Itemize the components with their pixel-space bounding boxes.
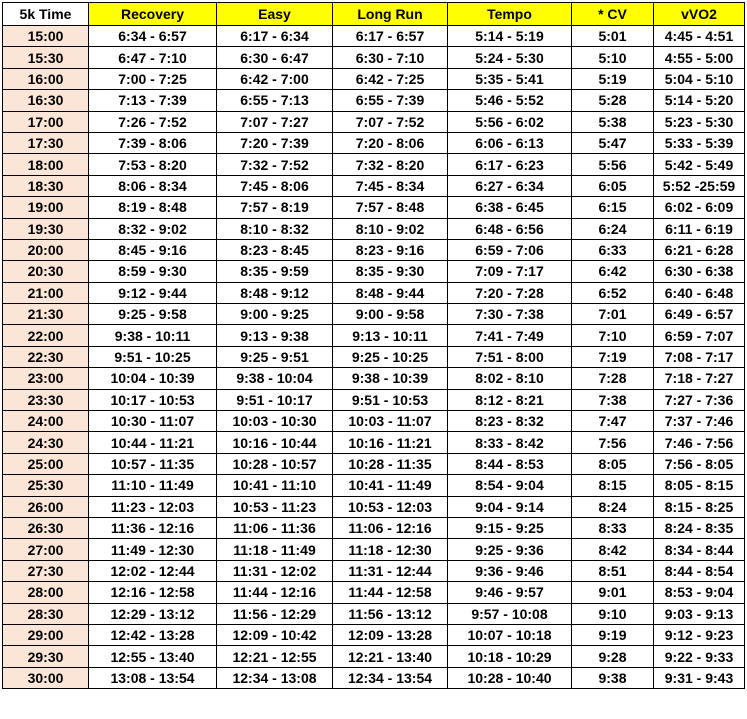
- cell-recovery: 8:19 - 8:48: [89, 197, 217, 218]
- cell-recovery: 11:10 - 11:49: [89, 475, 217, 496]
- cell-long-run: 9:25 - 10:25: [333, 346, 448, 367]
- cell-cv: 8:51: [572, 560, 654, 581]
- cell-long-run: 6:42 - 7:25: [333, 68, 448, 89]
- cell-easy: 10:16 - 10:44: [217, 432, 333, 453]
- cell-long-run: 9:51 - 10:53: [333, 389, 448, 410]
- cell-long-run: 10:03 - 11:07: [333, 411, 448, 432]
- cell-5k-time: 28:30: [3, 603, 89, 624]
- table-row: [3, 325, 745, 346]
- cell-vvo2: 4:45 - 4:51: [654, 26, 745, 47]
- cell-cv: 6:33: [572, 239, 654, 260]
- table-row: [3, 239, 745, 260]
- cell-easy: 8:35 - 9:59: [217, 261, 333, 282]
- table-row: [3, 368, 745, 389]
- cell-easy: 11:18 - 11:49: [217, 539, 333, 560]
- table-row: [3, 282, 745, 303]
- cell-5k-time: 15:00: [3, 26, 89, 47]
- cell-5k-time: 20:30: [3, 261, 89, 282]
- cell-tempo: 5:24 - 5:30: [448, 47, 572, 68]
- cell-long-run: 12:09 - 13:28: [333, 624, 448, 645]
- cell-cv: 8:05: [572, 453, 654, 474]
- cell-long-run: 7:45 - 8:34: [333, 175, 448, 196]
- cell-tempo: 9:36 - 9:46: [448, 560, 572, 581]
- cell-tempo: 9:57 - 10:08: [448, 603, 572, 624]
- cell-tempo: 6:48 - 6:56: [448, 218, 572, 239]
- cell-5k-time: 16:30: [3, 90, 89, 111]
- cell-easy: 8:23 - 8:45: [217, 239, 333, 260]
- cell-5k-time: 15:30: [3, 47, 89, 68]
- cell-easy: 7:20 - 7:39: [217, 132, 333, 153]
- cell-tempo: 8:44 - 8:53: [448, 453, 572, 474]
- cell-cv: 6:24: [572, 218, 654, 239]
- cell-recovery: 9:51 - 10:25: [89, 346, 217, 367]
- table-row: [3, 624, 745, 645]
- cell-easy: 10:28 - 10:57: [217, 453, 333, 474]
- cell-long-run: 12:34 - 13:54: [333, 667, 448, 688]
- cell-vvo2: 8:34 - 8:44: [654, 539, 745, 560]
- cell-long-run: 8:23 - 9:16: [333, 239, 448, 260]
- cell-long-run: 10:41 - 11:49: [333, 475, 448, 496]
- cell-cv: 9:10: [572, 603, 654, 624]
- cell-cv: 9:01: [572, 582, 654, 603]
- header-recovery: Recovery: [89, 3, 217, 26]
- cell-recovery: 13:08 - 13:54: [89, 667, 217, 688]
- table-row: [3, 517, 745, 538]
- header-tempo: Tempo: [448, 3, 572, 26]
- cell-5k-time: 25:00: [3, 453, 89, 474]
- cell-long-run: 7:57 - 8:48: [333, 197, 448, 218]
- cell-easy: 11:31 - 12:02: [217, 560, 333, 581]
- cell-vvo2: 8:15 - 8:25: [654, 496, 745, 517]
- table-row: [3, 496, 745, 517]
- cell-cv: 8:15: [572, 475, 654, 496]
- cell-easy: 6:30 - 6:47: [217, 47, 333, 68]
- cell-easy: 12:34 - 13:08: [217, 667, 333, 688]
- table-row: [3, 582, 745, 603]
- cell-cv: 9:38: [572, 667, 654, 688]
- cell-vvo2: 6:11 - 6:19: [654, 218, 745, 239]
- cell-easy: 10:03 - 10:30: [217, 411, 333, 432]
- cell-easy: 11:56 - 12:29: [217, 603, 333, 624]
- cell-tempo: 6:06 - 6:13: [448, 132, 572, 153]
- cell-recovery: 10:44 - 11:21: [89, 432, 217, 453]
- cell-easy: 9:13 - 9:38: [217, 325, 333, 346]
- cell-vvo2: 7:37 - 7:46: [654, 411, 745, 432]
- cell-vvo2: 6:30 - 6:38: [654, 261, 745, 282]
- cell-5k-time: 18:00: [3, 154, 89, 175]
- table-row: [3, 132, 745, 153]
- cell-long-run: 9:38 - 10:39: [333, 368, 448, 389]
- cell-recovery: 11:36 - 12:16: [89, 517, 217, 538]
- table-row: [3, 261, 745, 282]
- cell-recovery: 9:38 - 10:11: [89, 325, 217, 346]
- cell-cv: 7:28: [572, 368, 654, 389]
- cell-recovery: 8:06 - 8:34: [89, 175, 217, 196]
- cell-easy: 12:09 - 10:42: [217, 624, 333, 645]
- table-row: [3, 646, 745, 667]
- cell-long-run: 6:30 - 7:10: [333, 47, 448, 68]
- cell-5k-time: 30:00: [3, 667, 89, 688]
- table-row: [3, 218, 745, 239]
- cell-vvo2: 9:03 - 9:13: [654, 603, 745, 624]
- cell-cv: 8:24: [572, 496, 654, 517]
- table-row: [3, 26, 745, 47]
- cell-5k-time: 22:30: [3, 346, 89, 367]
- table-row: [3, 90, 745, 111]
- cell-vvo2: 7:56 - 8:05: [654, 453, 745, 474]
- cell-5k-time: 17:00: [3, 111, 89, 132]
- cell-vvo2: 6:40 - 6:48: [654, 282, 745, 303]
- pace-chart-table: [2, 2, 745, 689]
- cell-long-run: 11:06 - 12:16: [333, 517, 448, 538]
- cell-tempo: 8:54 - 9:04: [448, 475, 572, 496]
- cell-vvo2: 9:22 - 9:33: [654, 646, 745, 667]
- header-easy: Easy: [217, 3, 333, 26]
- cell-recovery: 12:42 - 13:28: [89, 624, 217, 645]
- cell-long-run: 6:55 - 7:39: [333, 90, 448, 111]
- cell-cv: 8:33: [572, 517, 654, 538]
- cell-easy: 11:44 - 12:16: [217, 582, 333, 603]
- cell-cv: 5:19: [572, 68, 654, 89]
- cell-easy: 8:10 - 8:32: [217, 218, 333, 239]
- table-row: [3, 560, 745, 581]
- cell-vvo2: 5:14 - 5:20: [654, 90, 745, 111]
- cell-tempo: 9:04 - 9:14: [448, 496, 572, 517]
- cell-long-run: 7:32 - 8:20: [333, 154, 448, 175]
- cell-cv: 6:15: [572, 197, 654, 218]
- cell-easy: 9:38 - 10:04: [217, 368, 333, 389]
- cell-cv: 6:05: [572, 175, 654, 196]
- cell-vvo2: 5:04 - 5:10: [654, 68, 745, 89]
- cell-5k-time: 23:30: [3, 389, 89, 410]
- cell-5k-time: 22:00: [3, 325, 89, 346]
- cell-5k-time: 21:00: [3, 282, 89, 303]
- cell-5k-time: 29:30: [3, 646, 89, 667]
- cell-cv: 5:28: [572, 90, 654, 111]
- table-row: [3, 304, 745, 325]
- header-vvo2: vVO2: [654, 3, 745, 26]
- cell-5k-time: 24:00: [3, 411, 89, 432]
- cell-recovery: 12:02 - 12:44: [89, 560, 217, 581]
- cell-easy: 6:42 - 7:00: [217, 68, 333, 89]
- cell-tempo: 6:27 - 6:34: [448, 175, 572, 196]
- cell-vvo2: 6:02 - 6:09: [654, 197, 745, 218]
- cell-vvo2: 7:27 - 7:36: [654, 389, 745, 410]
- cell-long-run: 11:31 - 12:44: [333, 560, 448, 581]
- cell-vvo2: 6:21 - 6:28: [654, 239, 745, 260]
- header-long-run: Long Run: [333, 3, 448, 26]
- cell-tempo: 6:38 - 6:45: [448, 197, 572, 218]
- cell-easy: 11:06 - 11:36: [217, 517, 333, 538]
- cell-tempo: 10:07 - 10:18: [448, 624, 572, 645]
- cell-long-run: 12:21 - 13:40: [333, 646, 448, 667]
- cell-tempo: 10:18 - 10:29: [448, 646, 572, 667]
- cell-tempo: 5:46 - 5:52: [448, 90, 572, 111]
- cell-vvo2: 8:05 - 8:15: [654, 475, 745, 496]
- cell-tempo: 9:46 - 9:57: [448, 582, 572, 603]
- cell-recovery: 7:39 - 8:06: [89, 132, 217, 153]
- cell-easy: 7:45 - 8:06: [217, 175, 333, 196]
- cell-recovery: 6:34 - 6:57: [89, 26, 217, 47]
- cell-cv: 5:01: [572, 26, 654, 47]
- cell-recovery: 11:23 - 12:03: [89, 496, 217, 517]
- cell-recovery: 10:30 - 11:07: [89, 411, 217, 432]
- cell-cv: 7:10: [572, 325, 654, 346]
- cell-cv: 7:38: [572, 389, 654, 410]
- cell-easy: 9:51 - 10:17: [217, 389, 333, 410]
- cell-cv: 7:47: [572, 411, 654, 432]
- cell-long-run: 8:48 - 9:44: [333, 282, 448, 303]
- cell-long-run: 9:13 - 10:11: [333, 325, 448, 346]
- cell-tempo: 6:17 - 6:23: [448, 154, 572, 175]
- header-row: [3, 3, 745, 26]
- cell-5k-time: 19:30: [3, 218, 89, 239]
- cell-cv: 6:42: [572, 261, 654, 282]
- cell-cv: 9:19: [572, 624, 654, 645]
- cell-vvo2: 5:33 - 5:39: [654, 132, 745, 153]
- cell-cv: 8:42: [572, 539, 654, 560]
- table-row: [3, 603, 745, 624]
- table-row: [3, 453, 745, 474]
- header-5k-time: 5k Time: [3, 3, 89, 26]
- cell-recovery: 7:00 - 7:25: [89, 68, 217, 89]
- cell-cv: 5:56: [572, 154, 654, 175]
- cell-easy: 10:41 - 11:10: [217, 475, 333, 496]
- table-row: [3, 411, 745, 432]
- cell-tempo: 9:15 - 9:25: [448, 517, 572, 538]
- cell-5k-time: 25:30: [3, 475, 89, 496]
- cell-5k-time: 26:00: [3, 496, 89, 517]
- cell-recovery: 9:12 - 9:44: [89, 282, 217, 303]
- cell-recovery: 12:29 - 13:12: [89, 603, 217, 624]
- cell-tempo: 5:56 - 6:02: [448, 111, 572, 132]
- cell-vvo2: 5:52 -25:59: [654, 175, 745, 196]
- cell-long-run: 10:28 - 11:35: [333, 453, 448, 474]
- cell-cv: 7:19: [572, 346, 654, 367]
- cell-5k-time: 29:00: [3, 624, 89, 645]
- cell-tempo: 10:28 - 10:40: [448, 667, 572, 688]
- cell-easy: 7:32 - 7:52: [217, 154, 333, 175]
- cell-5k-time: 17:30: [3, 132, 89, 153]
- cell-tempo: 7:09 - 7:17: [448, 261, 572, 282]
- cell-cv: 9:28: [572, 646, 654, 667]
- cell-recovery: 10:04 - 10:39: [89, 368, 217, 389]
- cell-5k-time: 20:00: [3, 239, 89, 260]
- cell-recovery: 9:25 - 9:58: [89, 304, 217, 325]
- cell-recovery: 10:17 - 10:53: [89, 389, 217, 410]
- cell-easy: 6:55 - 7:13: [217, 90, 333, 111]
- cell-5k-time: 26:30: [3, 517, 89, 538]
- cell-recovery: 11:49 - 12:30: [89, 539, 217, 560]
- cell-tempo: 8:23 - 8:32: [448, 411, 572, 432]
- cell-easy: 9:25 - 9:51: [217, 346, 333, 367]
- cell-vvo2: 9:31 - 9:43: [654, 667, 745, 688]
- cell-recovery: 8:45 - 9:16: [89, 239, 217, 260]
- cell-vvo2: 8:53 - 9:04: [654, 582, 745, 603]
- cell-easy: 10:53 - 11:23: [217, 496, 333, 517]
- cell-recovery: 7:13 - 7:39: [89, 90, 217, 111]
- table-body: [3, 26, 745, 689]
- cell-vvo2: 4:55 - 5:00: [654, 47, 745, 68]
- cell-5k-time: 27:00: [3, 539, 89, 560]
- cell-easy: 7:07 - 7:27: [217, 111, 333, 132]
- cell-5k-time: 23:00: [3, 368, 89, 389]
- cell-long-run: 7:07 - 7:52: [333, 111, 448, 132]
- cell-long-run: 8:10 - 9:02: [333, 218, 448, 239]
- table-row: [3, 539, 745, 560]
- cell-tempo: 7:20 - 7:28: [448, 282, 572, 303]
- cell-long-run: 11:44 - 12:58: [333, 582, 448, 603]
- cell-recovery: 10:57 - 11:35: [89, 453, 217, 474]
- table-header: [3, 3, 745, 26]
- cell-tempo: 6:59 - 7:06: [448, 239, 572, 260]
- cell-long-run: 11:56 - 13:12: [333, 603, 448, 624]
- cell-vvo2: 8:44 - 8:54: [654, 560, 745, 581]
- cell-tempo: 5:35 - 5:41: [448, 68, 572, 89]
- cell-tempo: 8:33 - 8:42: [448, 432, 572, 453]
- cell-long-run: 10:53 - 12:03: [333, 496, 448, 517]
- table-row: [3, 389, 745, 410]
- cell-vvo2: 6:49 - 6:57: [654, 304, 745, 325]
- cell-vvo2: 6:59 - 7:07: [654, 325, 745, 346]
- cell-easy: 7:57 - 8:19: [217, 197, 333, 218]
- cell-vvo2: 9:12 - 9:23: [654, 624, 745, 645]
- cell-long-run: 11:18 - 12:30: [333, 539, 448, 560]
- table-row: [3, 667, 745, 688]
- cell-vvo2: 7:46 - 7:56: [654, 432, 745, 453]
- cell-5k-time: 18:30: [3, 175, 89, 196]
- cell-long-run: 6:17 - 6:57: [333, 26, 448, 47]
- cell-tempo: 7:41 - 7:49: [448, 325, 572, 346]
- cell-5k-time: 21:30: [3, 304, 89, 325]
- cell-vvo2: 5:23 - 5:30: [654, 111, 745, 132]
- cell-long-run: 8:35 - 9:30: [333, 261, 448, 282]
- cell-vvo2: 5:42 - 5:49: [654, 154, 745, 175]
- cell-recovery: 8:32 - 9:02: [89, 218, 217, 239]
- cell-long-run: 9:00 - 9:58: [333, 304, 448, 325]
- cell-vvo2: 8:24 - 8:35: [654, 517, 745, 538]
- cell-tempo: 7:51 - 8:00: [448, 346, 572, 367]
- table-row: [3, 346, 745, 367]
- cell-recovery: 12:55 - 13:40: [89, 646, 217, 667]
- cell-long-run: 10:16 - 11:21: [333, 432, 448, 453]
- cell-cv: 7:01: [572, 304, 654, 325]
- cell-recovery: 12:16 - 12:58: [89, 582, 217, 603]
- cell-cv: 5:10: [572, 47, 654, 68]
- cell-easy: 12:21 - 12:55: [217, 646, 333, 667]
- cell-tempo: 8:02 - 8:10: [448, 368, 572, 389]
- cell-5k-time: 27:30: [3, 560, 89, 581]
- table-row: [3, 47, 745, 68]
- cell-easy: 6:17 - 6:34: [217, 26, 333, 47]
- cell-tempo: 5:14 - 5:19: [448, 26, 572, 47]
- cell-5k-time: 19:00: [3, 197, 89, 218]
- cell-tempo: 9:25 - 9:36: [448, 539, 572, 560]
- table-row: [3, 475, 745, 496]
- cell-recovery: 8:59 - 9:30: [89, 261, 217, 282]
- cell-5k-time: 28:00: [3, 582, 89, 603]
- cell-cv: 6:52: [572, 282, 654, 303]
- table-row: [3, 175, 745, 196]
- cell-long-run: 7:20 - 8:06: [333, 132, 448, 153]
- cell-vvo2: 7:08 - 7:17: [654, 346, 745, 367]
- table-row: [3, 68, 745, 89]
- table-row: [3, 154, 745, 175]
- cell-5k-time: 24:30: [3, 432, 89, 453]
- cell-5k-time: 16:00: [3, 68, 89, 89]
- header-cv: * CV: [572, 3, 654, 26]
- cell-tempo: 7:30 - 7:38: [448, 304, 572, 325]
- table-row: [3, 111, 745, 132]
- cell-recovery: 7:26 - 7:52: [89, 111, 217, 132]
- cell-recovery: 7:53 - 8:20: [89, 154, 217, 175]
- cell-tempo: 8:12 - 8:21: [448, 389, 572, 410]
- cell-easy: 9:00 - 9:25: [217, 304, 333, 325]
- cell-vvo2: 7:18 - 7:27: [654, 368, 745, 389]
- table-row: [3, 197, 745, 218]
- cell-cv: 5:38: [572, 111, 654, 132]
- table-row: [3, 432, 745, 453]
- cell-recovery: 6:47 - 7:10: [89, 47, 217, 68]
- cell-easy: 8:48 - 9:12: [217, 282, 333, 303]
- cell-cv: 7:56: [572, 432, 654, 453]
- cell-cv: 5:47: [572, 132, 654, 153]
